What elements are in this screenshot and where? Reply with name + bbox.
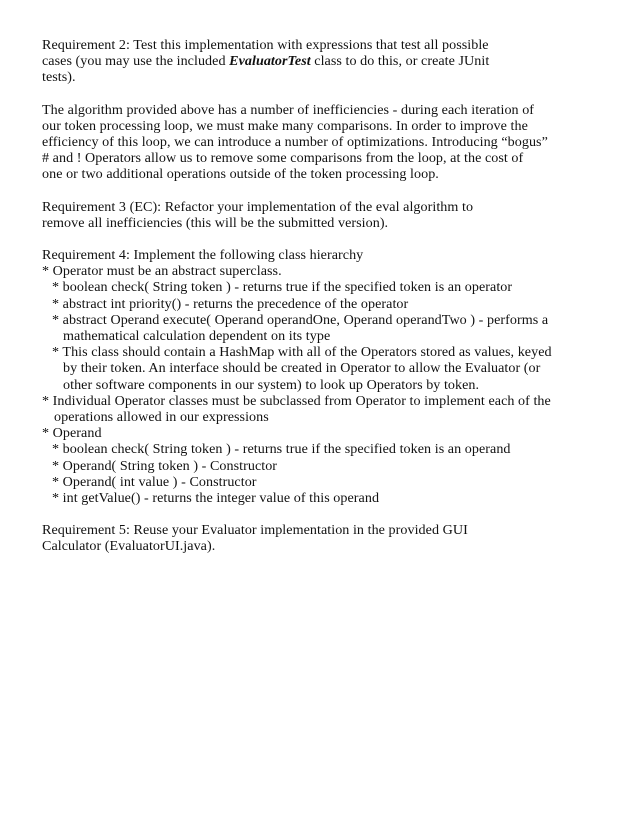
- operator-execute-continuation: mathematical calculation dependent on its type: [63, 328, 331, 345]
- paragraph-line: # and ! Operators allow us to remove some comparisons from the loop, at the cost of: [42, 150, 524, 167]
- operator-execute-bullet: * abstract Operand execute( Operand operandOne, Operand operandTwo ) - performs a: [52, 311, 549, 328]
- operand-getvalue-bullet: * int getValue() - returns the integer value of this operand: [52, 490, 380, 507]
- requirement-5-paragraph: [42, 522, 590, 554]
- operator-bullet: * Operator must be an abstract superclass.: [42, 263, 282, 280]
- requirement-2-paragraph: [42, 37, 590, 86]
- requirement-5-line: Requirement 5: Reuse your Evaluator implementation in the provided GUI: [42, 522, 468, 539]
- requirement-3-line: Requirement 3 (EC): Refactor your implementation of the eval algorithm to: [42, 198, 474, 215]
- paragraph-line: our token processing loop, we must make many comparisons. In order to improve the: [42, 117, 528, 134]
- individual-operators-bullet: * Individual Operator classes must be subclassed from Operator to implement each of the: [42, 392, 551, 409]
- inefficiencies-paragraph: [42, 102, 590, 183]
- operator-hashmap-continuation: by their token. An interface should be created in Operator to allow the Evaluator (or: [63, 360, 541, 377]
- requirement-5-line: Calculator (EvaluatorUI.java).: [42, 538, 216, 555]
- requirement-3-line: remove all inefficiencies (this will be the submitted version).: [42, 214, 389, 231]
- paragraph-line: The algorithm provided above has a number of inefficiencies - during each iteration of: [42, 101, 535, 118]
- requirement-3-paragraph: [42, 199, 590, 231]
- requirement-2-text: cases (you may use the included: [42, 53, 230, 70]
- requirement-2-line: [42, 53, 590, 69]
- requirement-4-title: Requirement 4: Implement the following class hierarchy: [42, 247, 364, 264]
- evaluator-test-class-name: EvaluatorTest: [229, 53, 311, 70]
- operand-check-bullet: * boolean check( String token ) - returns true if the specified token is an operand: [52, 441, 511, 458]
- document-page: [42, 37, 590, 571]
- requirement-2-line: tests).: [42, 69, 76, 86]
- paragraph-line: efficiency of this loop, we can introduce a number of optimizations. Introducing “bogus”: [42, 134, 548, 151]
- operand-bullet: * Operand: [42, 425, 102, 442]
- requirement-2-line: Requirement 2: Test this implementation with expressions that test all possible: [42, 37, 489, 53]
- requirement-2-text: class to do this, or create JUnit: [310, 53, 490, 70]
- operator-hashmap-bullet: * This class should contain a HashMap with all of the Operators stored as values, keyed: [52, 344, 552, 361]
- operand-int-constructor-bullet: * Operand( int value ) - Constructor: [52, 473, 257, 490]
- individual-operators-continuation: operations allowed in our expressions: [54, 409, 269, 426]
- operator-check-bullet: * boolean check( String token ) - returns true if the specified token is an operator: [52, 279, 513, 296]
- operand-string-constructor-bullet: * Operand( String token ) - Constructor: [52, 457, 278, 474]
- paragraph-line: one or two additional operations outside of the token processing loop.: [42, 166, 439, 183]
- requirement-4-section: [42, 247, 590, 506]
- operator-priority-bullet: * abstract int priority() - returns the precedence of the operator: [52, 295, 409, 312]
- operator-hashmap-continuation: other software components in our system) to look up Operators by token.: [63, 376, 480, 393]
